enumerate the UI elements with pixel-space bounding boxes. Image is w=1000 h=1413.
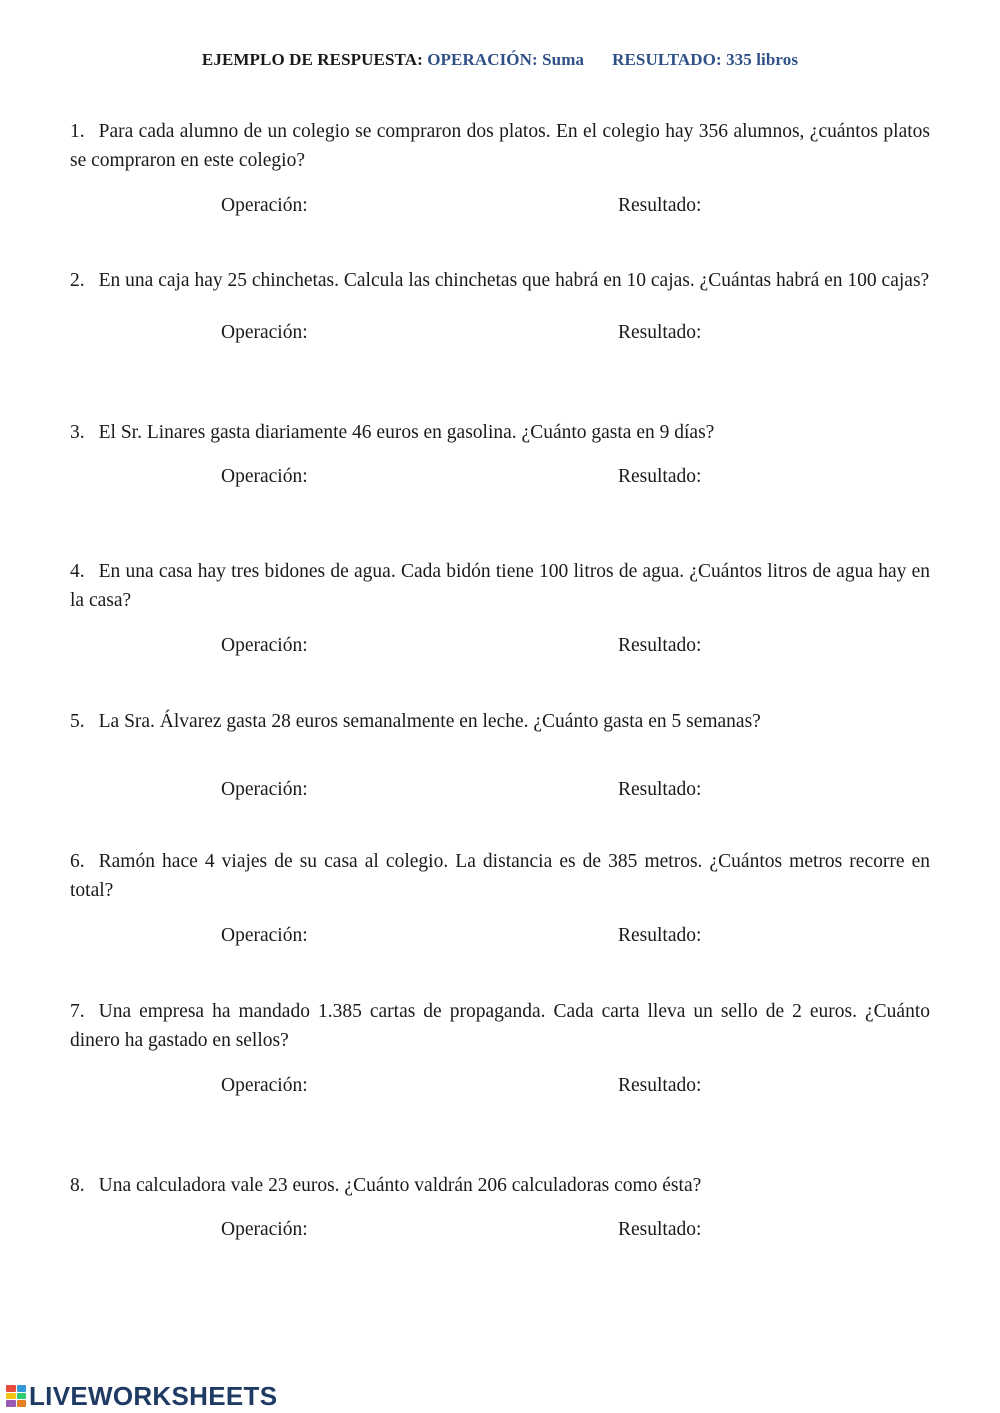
question-2 [70, 266, 930, 295]
result-field-1[interactable]: Resultado: [618, 195, 702, 216]
question-number: 5. [70, 711, 85, 732]
result-field-8[interactable]: Resultado: [618, 1219, 702, 1240]
question-number: 4. [70, 561, 85, 582]
question-text: Para cada alumno de un colegio se compraron dos platos. En el colegio hay 356 alumnos, ¿cuántos platos se compraron en este colegio? [70, 121, 930, 171]
question-number: 8. [70, 1175, 85, 1196]
header-prefix: EJEMPLO DE RESPUESTA [201, 50, 418, 69]
logo-text: LIVEWORKSHEETS [29, 1380, 278, 1411]
operation-field-1[interactable]: Operación: [221, 195, 308, 216]
operation-field-6[interactable]: Operación: [221, 925, 308, 946]
question-5 [70, 707, 930, 736]
result-field-3[interactable]: Resultado: [618, 466, 702, 487]
question-text: Una calculadora vale 23 euros. ¿Cuánto valdrán 206 calculadoras como ésta? [98, 1175, 702, 1196]
header-operation: OPERACIÓN: Suma [427, 50, 585, 69]
result-field-4[interactable]: Resultado: [618, 635, 702, 656]
operation-field-3[interactable]: Operación: [221, 466, 308, 487]
question-number: 1. [70, 121, 85, 142]
question-4 [70, 557, 930, 615]
question-number: 2. [70, 270, 85, 291]
result-field-7[interactable]: Resultado: [618, 1075, 702, 1096]
example-answer-header [0, 50, 1000, 70]
operation-field-8[interactable]: Operación: [221, 1219, 308, 1240]
result-field-5[interactable]: Resultado: [618, 779, 702, 800]
question-text: En una casa hay tres bidones de agua. Cada bidón tiene 100 litros de agua. ¿Cuántos litros de agua hay en la casa? [70, 561, 930, 611]
question-1 [70, 117, 930, 175]
question-number: 3. [70, 422, 85, 443]
question-number: 6. [70, 851, 85, 872]
header-colon: : [417, 50, 428, 69]
question-3 [70, 418, 930, 447]
question-text: Una empresa ha mandado 1.385 cartas de propaganda. Cada carta lleva un sello de 2 euros. ¿Cuánto dinero ha gastado en sellos? [70, 1001, 930, 1051]
question-text: La Sra. Álvarez gasta 28 euros semanalmente en leche. ¿Cuánto gasta en 5 semanas? [98, 711, 761, 732]
question-text: Ramón hace 4 viajes de su casa al colegio. La distancia es de 385 metros. ¿Cuántos metros recorre en total? [70, 851, 930, 901]
question-text: El Sr. Linares gasta diariamente 46 euros en gasolina. ¿Cuánto gasta en 9 días? [98, 422, 715, 443]
question-text: En una caja hay 25 chinchetas. Calcula las chinchetas que habrá en 10 cajas. ¿Cuántas habrá en 100 cajas? [98, 270, 930, 291]
result-field-6[interactable]: Resultado: [618, 925, 702, 946]
logo-blocks-icon [6, 1385, 26, 1407]
question-number: 7. [70, 1001, 85, 1022]
liveworksheets-logo [6, 1381, 277, 1411]
operation-field-2[interactable]: Operación: [221, 322, 308, 343]
question-7 [70, 997, 930, 1055]
operation-field-5[interactable]: Operación: [221, 779, 308, 800]
result-field-2[interactable]: Resultado: [618, 322, 702, 343]
question-6 [70, 847, 930, 905]
header-result: RESULTADO: 335 libros [612, 50, 799, 69]
question-8 [70, 1171, 930, 1200]
operation-field-7[interactable]: Operación: [221, 1075, 308, 1096]
operation-field-4[interactable]: Operación: [221, 635, 308, 656]
